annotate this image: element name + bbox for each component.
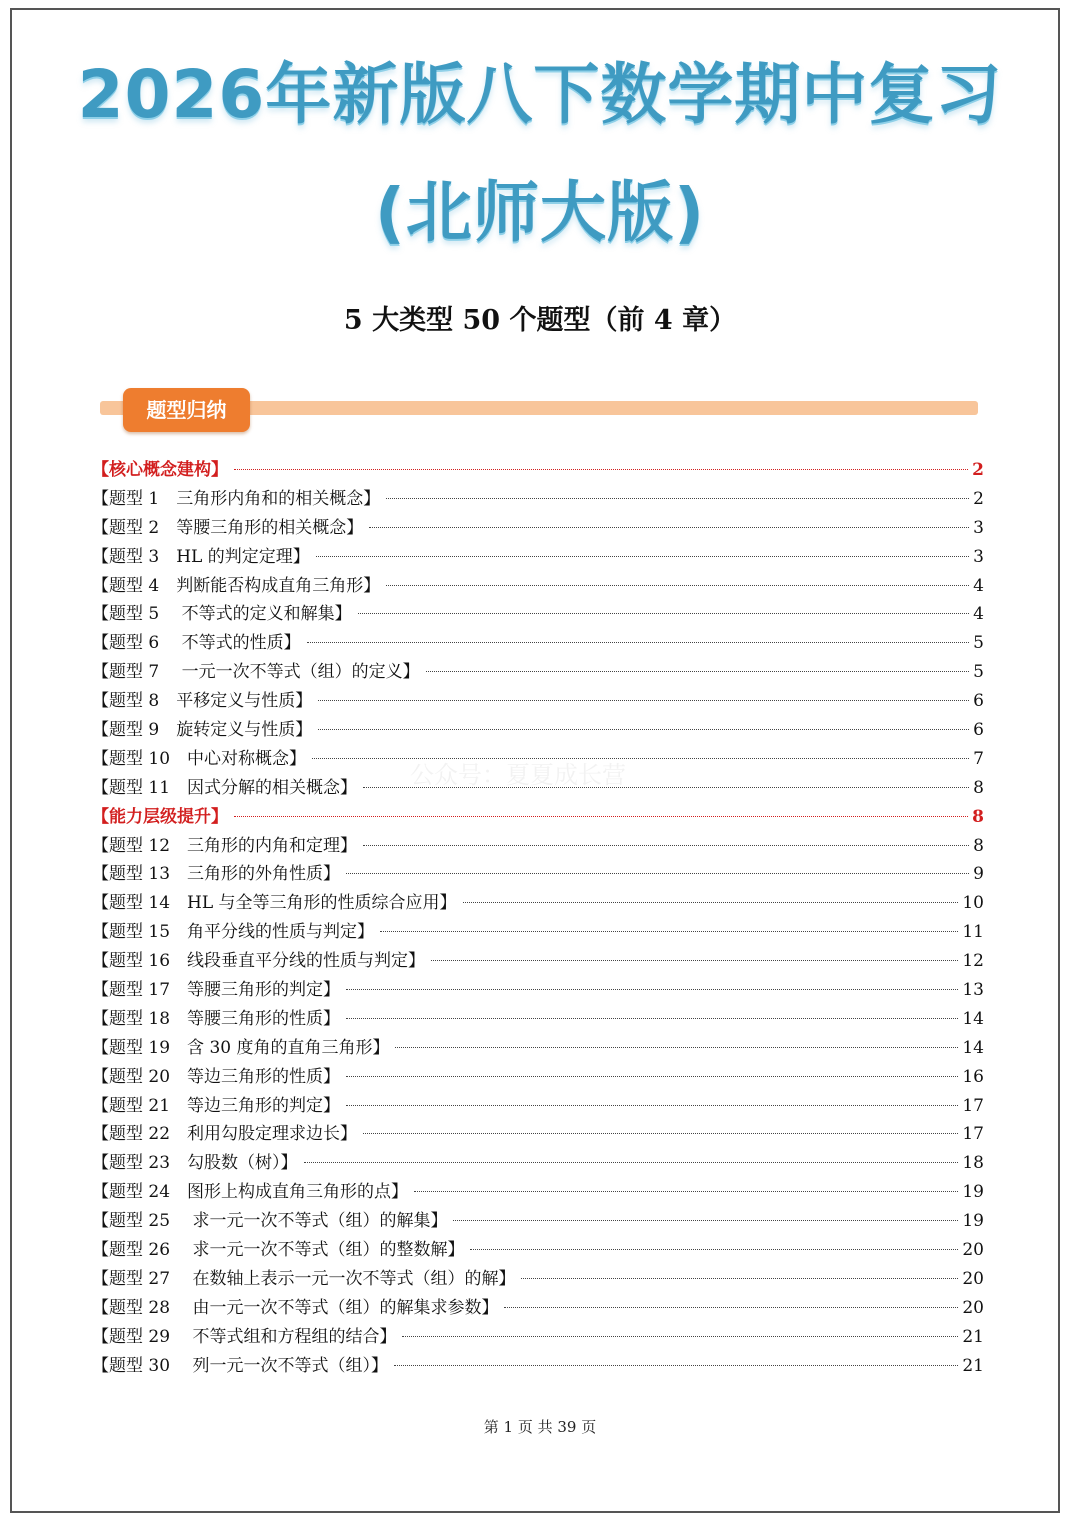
toc-label: 【题型 3 HL 的判定定理】: [92, 546, 310, 567]
toc-page-number: 12: [962, 951, 984, 972]
toc-page-number: 8: [973, 777, 984, 798]
toc-item-row[interactable]: [92, 687, 984, 716]
subtitle: 5 大类型 50 个题型（前 4 章）: [343, 305, 737, 336]
toc-label: 【题型 20 等边三角形的性质】: [92, 1066, 341, 1087]
toc-leader-dots: [504, 1307, 958, 1308]
toc-label: 【题型 26 求一元一次不等式（组）的整数解】: [92, 1240, 465, 1261]
toc-leader-dots: [386, 498, 969, 499]
toc-item-row[interactable]: [92, 658, 984, 687]
toc-leader-dots: [346, 1018, 958, 1019]
toc-item-row[interactable]: [92, 1236, 984, 1265]
toc-label: 【题型 8 平移定义与性质】: [92, 691, 313, 712]
toc-label: 【题型 1 三角形内角和的相关概念】: [92, 488, 381, 509]
toc-page-number: 2: [972, 460, 984, 480]
toc-leader-dots: [346, 873, 969, 874]
toc-label: 【能力层级提升】: [92, 806, 228, 827]
toc-item-row[interactable]: [92, 1149, 984, 1178]
toc-label: 【题型 11 因式分解的相关概念】: [92, 777, 358, 798]
toc-label: 【题型 14 HL 与全等三角形的性质综合应用】: [92, 893, 457, 914]
toc-page-number: 10: [962, 893, 984, 914]
toc-page-number: 6: [973, 720, 984, 741]
toc-item-row[interactable]: [92, 572, 984, 601]
toc-label: 【题型 9 旋转定义与性质】: [92, 720, 313, 741]
watermark: 公众号：夏夏成长营: [410, 761, 626, 789]
toc-leader-dots: [312, 758, 969, 759]
toc-page-number: 20: [962, 1240, 984, 1261]
toc-page-number: 17: [962, 1124, 984, 1145]
toc-item-row[interactable]: [92, 889, 984, 918]
toc-item-row[interactable]: [92, 947, 984, 976]
toc-leader-dots: [402, 1336, 958, 1337]
toc-item-row[interactable]: [92, 1120, 984, 1149]
toc-page-number: 5: [973, 633, 984, 654]
toc-leader-dots: [346, 1105, 958, 1106]
toc-leader-dots: [346, 989, 958, 990]
table-of-contents: [92, 456, 984, 1381]
toc-label: 【题型 24 图形上构成直角三角形的点】: [92, 1182, 409, 1203]
toc-page-number: 5: [973, 662, 984, 683]
toc-page-number: 2: [973, 488, 984, 509]
toc-leader-dots: [363, 1133, 958, 1134]
toc-item-row[interactable]: [92, 1178, 984, 1207]
toc-leader-dots: [386, 585, 969, 586]
toc-item-row[interactable]: [92, 745, 984, 774]
toc-leader-dots: [394, 1365, 958, 1366]
toc-page-number: 3: [973, 517, 984, 538]
toc-page-number: 4: [973, 575, 984, 596]
toc-leader-dots: [318, 700, 969, 701]
toc-label: 【题型 28 由一元一次不等式（组）的解集求参数】: [92, 1297, 499, 1318]
toc-item-row[interactable]: [92, 1265, 984, 1294]
toc-label: 【题型 10 中心对称概念】: [92, 748, 307, 769]
toc-label: 【题型 13 三角形的外角性质】: [92, 864, 341, 885]
toc-page-number: 8: [973, 835, 984, 856]
toc-item-row[interactable]: [92, 716, 984, 745]
toc-item-row[interactable]: [92, 1034, 984, 1063]
toc-page-number: 21: [962, 1355, 984, 1376]
toc-page-number: 14: [962, 1008, 984, 1029]
toc-item-row[interactable]: [92, 514, 984, 543]
toc-item-row[interactable]: [92, 918, 984, 947]
toc-leader-dots: [363, 787, 969, 788]
toc-label: 【题型 2 等腰三角形的相关概念】: [92, 517, 364, 538]
toc-label: 【题型 5 不等式的定义和解集】: [92, 604, 352, 625]
toc-page-number: 9: [973, 864, 984, 885]
toc-label: 【题型 22 利用勾股定理求边长】: [92, 1124, 358, 1145]
toc-label: 【题型 4 判断能否构成直角三角形】: [92, 575, 381, 596]
toc-leader-dots: [463, 902, 959, 903]
toc-item-row[interactable]: [92, 1207, 984, 1236]
toc-label: 【题型 19 含 30 度角的直角三角形】: [92, 1037, 390, 1058]
toc-page-number: 8: [972, 806, 984, 827]
toc-leader-dots: [307, 642, 970, 643]
toc-item-row[interactable]: [92, 600, 984, 629]
toc-page-number: 3: [973, 546, 984, 567]
toc-page-number: 11: [962, 922, 984, 943]
toc-page-number: 19: [962, 1211, 984, 1232]
toc-leader-dots: [318, 729, 969, 730]
toc-leader-dots: [363, 845, 969, 846]
toc-label: 【题型 30 列一元一次不等式（组）】: [92, 1355, 388, 1376]
toc-item-row[interactable]: [92, 1005, 984, 1034]
toc-leader-dots: [426, 671, 970, 672]
toc-label: 【题型 27 在数轴上表示一元一次不等式（组）的解】: [92, 1268, 516, 1289]
main-title: 2026年新版八下数学期中复习: [77, 56, 1003, 133]
toc-label: 【题型 29 不等式组和方程组的结合】: [92, 1326, 397, 1347]
toc-label: 【题型 21 等边三角形的判定】: [92, 1095, 341, 1116]
toc-label: 【题型 18 等腰三角形的性质】: [92, 1008, 341, 1029]
toc-section-row[interactable]: [92, 456, 984, 485]
toc-item-row[interactable]: [92, 1294, 984, 1323]
toc-label: 【题型 12 三角形的内角和定理】: [92, 835, 358, 856]
toc-page-number: 4: [973, 604, 984, 625]
toc-leader-dots: [304, 1162, 959, 1163]
toc-page-number: 13: [962, 980, 984, 1001]
toc-label: 【题型 25 求一元一次不等式（组）的解集】: [92, 1211, 448, 1232]
toc-leader-dots: [521, 1278, 958, 1279]
toc-item-row[interactable]: [92, 1092, 984, 1121]
toc-section-row[interactable]: [92, 803, 984, 832]
toc-page-number: 20: [962, 1268, 984, 1289]
toc-page-number: 7: [973, 748, 984, 769]
toc-leader-dots: [316, 556, 969, 557]
toc-leader-dots: [234, 469, 968, 470]
toc-page-number: 14: [962, 1037, 984, 1058]
toc-leader-dots: [369, 527, 969, 528]
toc-item-row[interactable]: [92, 543, 984, 572]
toc-leader-dots: [346, 1076, 958, 1077]
toc-item-row[interactable]: [92, 832, 984, 861]
toc-leader-dots: [234, 816, 968, 817]
toc-leader-dots: [470, 1249, 958, 1250]
toc-page-number: 18: [962, 1153, 984, 1174]
toc-page-number: 17: [962, 1095, 984, 1116]
toc-label: 【题型 7 一元一次不等式（组）的定义】: [92, 662, 420, 683]
toc-label: 【题型 15 角平分线的性质与判定】: [92, 922, 375, 943]
page-footer: 第 1 页 共 39 页: [483, 1418, 597, 1436]
toc-leader-dots: [431, 960, 958, 961]
toc-item-row[interactable]: [92, 1352, 984, 1381]
toc-label: 【核心概念建构】: [92, 460, 228, 480]
toc-page-number: 16: [962, 1066, 984, 1087]
section-banner-tab: 题型归纳: [123, 388, 250, 432]
toc-page-number: 6: [973, 691, 984, 712]
toc-item-row[interactable]: [92, 774, 984, 803]
toc-page-number: 19: [962, 1182, 984, 1203]
edition-title: (北师大版): [374, 174, 706, 251]
toc-item-row[interactable]: [92, 976, 984, 1005]
toc-leader-dots: [453, 1220, 958, 1221]
toc-leader-dots: [414, 1191, 958, 1192]
toc-page-number: 21: [962, 1326, 984, 1347]
toc-label: 【题型 23 勾股数（树）】: [92, 1153, 298, 1174]
toc-label: 【题型 6 不等式的性质】: [92, 633, 301, 654]
toc-leader-dots: [395, 1047, 958, 1048]
toc-item-row[interactable]: [92, 1063, 984, 1092]
toc-label: 【题型 16 线段垂直平分线的性质与判定】: [92, 951, 426, 972]
toc-page-number: 20: [962, 1297, 984, 1318]
toc-item-row[interactable]: [92, 485, 984, 514]
toc-item-row[interactable]: [92, 1323, 984, 1352]
toc-leader-dots: [358, 613, 970, 614]
toc-item-row[interactable]: [92, 860, 984, 889]
toc-leader-dots: [380, 931, 958, 932]
toc-label: 【题型 17 等腰三角形的判定】: [92, 980, 341, 1001]
toc-item-row[interactable]: [92, 629, 984, 658]
